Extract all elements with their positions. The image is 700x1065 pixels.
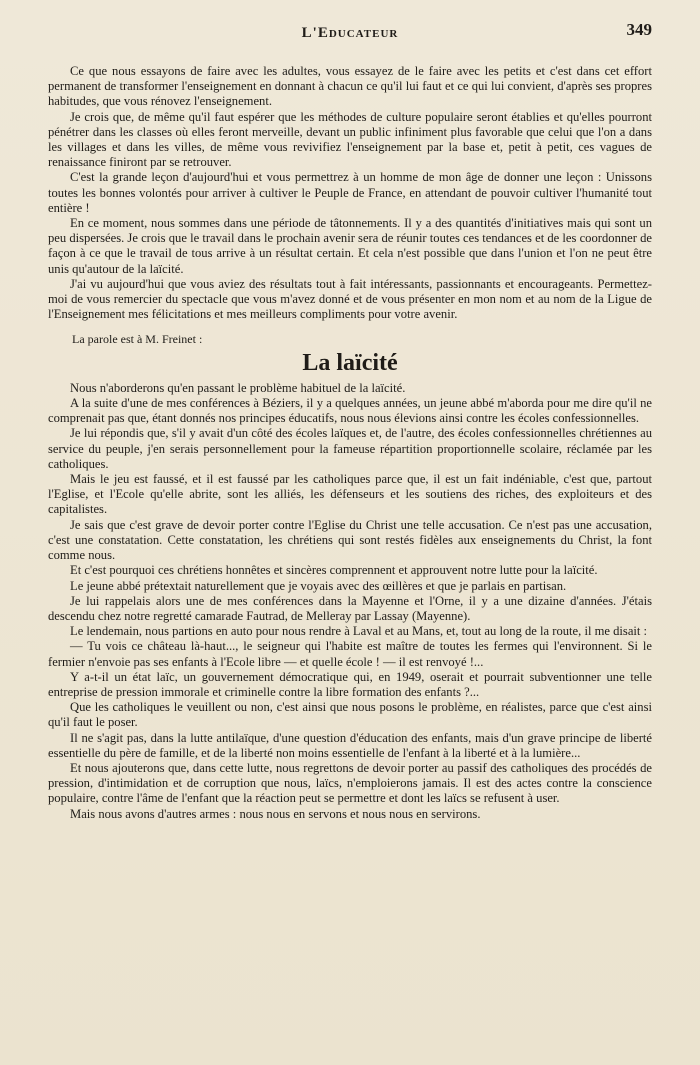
- page-number: 349: [626, 20, 652, 39]
- paragraph: Que les catholiques le veuillent ou non, c'est ainsi que nous posons le problème, en réalistes, parce que c'est ainsi qu'il faut le poser.: [48, 700, 652, 730]
- paragraph: Je sais que c'est grave de devoir porter contre l'Eglise du Christ une telle accusation. Ce n'est pas une accusation, c'est une constatation. Cette constatation, les chrétiens qui sont restés fidèles aux enseignements du Christ, la font comme nous.: [48, 517, 652, 563]
- paragraph: C'est la grande leçon d'aujourd'hui et vous permettrez à un homme de mon âge de donner une leçon : Unissons toutes les bonnes volontés pour arriver à cultiver le Peuple de France, en attendant de pouvoir cultiver l'humanité tout entière !: [48, 170, 652, 215]
- paragraph: Nous n'aborderons qu'en passant le problème habituel de la laïcité.: [70, 380, 406, 395]
- paragraph: Le jeune abbé prétextait naturellement que je voyais avec des œillères et que je parlais en partisan.: [70, 578, 567, 593]
- article-body: [48, 64, 652, 822]
- paragraph: Je lui répondis que, s'il y avait d'un côté des écoles laïques et, de l'autre, des écoles confessionnelles chrétiennes au service du peuple, j'en serais personnellement pour la fameuse répartition proportionnelle scolaire, réclamée par les catholiques.: [48, 426, 652, 471]
- section-title: La laïcité: [302, 349, 398, 376]
- paragraph: A la suite d'une de mes conférences à Béziers, il y a quelques années, un jeune abbé m'aborda pour me dire qu'il ne comprenait pas que, étant donnés nos principes éducatifs, nous nous élevions ainsi contre les écoles confessionnelles.: [48, 396, 652, 426]
- paragraph: Et nous ajouterons que, dans cette lutte, nous regrettons de devoir porter au passif des catholiques des procédés de pression, d'intimidation et de corruption que nous, laïcs, n'emploierons jamais. Il est des actes contre la conscience populaire, contre l'âme de l'enfant que la réaction peut se permettre et dont les laïcs se refusent à user.: [48, 760, 652, 806]
- paragraph: Il ne s'agit pas, dans la lutte antilaïque, d'une question d'éducation des enfants, mais d'un grave principe de liberté essentielle du père de famille, et de la liberté non moins essentielle de l'enfant à la liberté et à la lumière...: [48, 730, 652, 760]
- paragraph: Le lendemain, nous partions en auto pour nous rendre à Laval et au Mans, et, tout au long de la route, il me disait :: [70, 624, 648, 639]
- paragraph: Ce que nous essayons de faire avec les adultes, vous essayez de le faire avec les petits et c'est dans cet effort permanent de transformer l'enseignement en donnant à chacun ce qu'il lui faut et ce qui lui convient, d'après ses propres habitudes, que vous rénovez l'enseignement.: [48, 64, 652, 109]
- paragraph: Et c'est pourquoi ces chrétiens honnêtes et sincères comprennent et approuvent notre lutte pour la laïcité.: [70, 563, 598, 578]
- paragraph: En ce moment, nous sommes dans une période de tâtonnements. Il y a des quantités d'initiatives mais qui sont un peu dispersées. Je crois que le travail dans le prochain avenir sera de réunir toutes ces tendances et de les coordonner de façon à ce que le travail de tous arrive à un résultat certain. Et cela n'est possible que dans l'union et l'on ne peut être unis qu'autour de la laïcité.: [48, 216, 652, 276]
- paragraph: — Tu vois ce château là-haut..., le seigneur qui l'habite est maître de toutes les fermes qui l'environnent. Si le fermier n'envoie pas ses enfants à l'Ecole libre — et quelle école ! — il est renvoyé !...: [48, 639, 652, 669]
- paragraph: J'ai vu aujourd'hui que vous aviez des résultats tout à fait intéressants, passionnants et encourageants. Permettez-moi de vous remercier du spectacle que vous m'avez donné et de vous présenter en mon nom et au nom de la Ligue de l'Enseignement mes félicitations et mes meilleurs compliments pour votre avenir.: [48, 276, 652, 322]
- paragraph: Y a-t-il un état laïc, un gouvernement démocratique qui, en 1949, oserait et pourrait subventionner une telle entreprise de pression immorale et criminelle contre la libre formation des enfants ?...: [48, 669, 652, 699]
- speaker-intro: La parole est à M. Freinet :: [72, 332, 203, 347]
- running-title: L'Educateur: [301, 25, 399, 41]
- paragraph: Mais nous avons d'autres armes : nous nous en servons et nous nous en servirons.: [70, 806, 481, 821]
- paragraph: Je crois que, de même qu'il faut espérer que les méthodes de culture populaire seront établies et qu'elles pourront pénétrer dans les classes où elles feront merveille, devant un public infiniment plus favorable que celui que l'on a dans les villages et dans les villes, de même vous revivifiez l'enseignement par la base et, petit à petit, ces vagues de renaissance finiront par se retrouver.: [48, 109, 652, 170]
- paragraph: Je lui rappelais alors une de mes conférences dans la Mayenne et l'Orne, il y a une dizaine d'années. J'étais descendu chez notre regretté camarade Fautrad, de Melleray par Lassay (Mayenne).: [48, 593, 652, 623]
- paragraph: Mais le jeu est faussé, et il est faussé par les catholiques parce que, il est un fait indéniable, c'est que, partout l'Eglise, et l'Ecole qu'elle abrite, sont les alliés, les défenseurs et les soutiens des riches, des exploiteurs et des capitalistes.: [48, 472, 652, 517]
